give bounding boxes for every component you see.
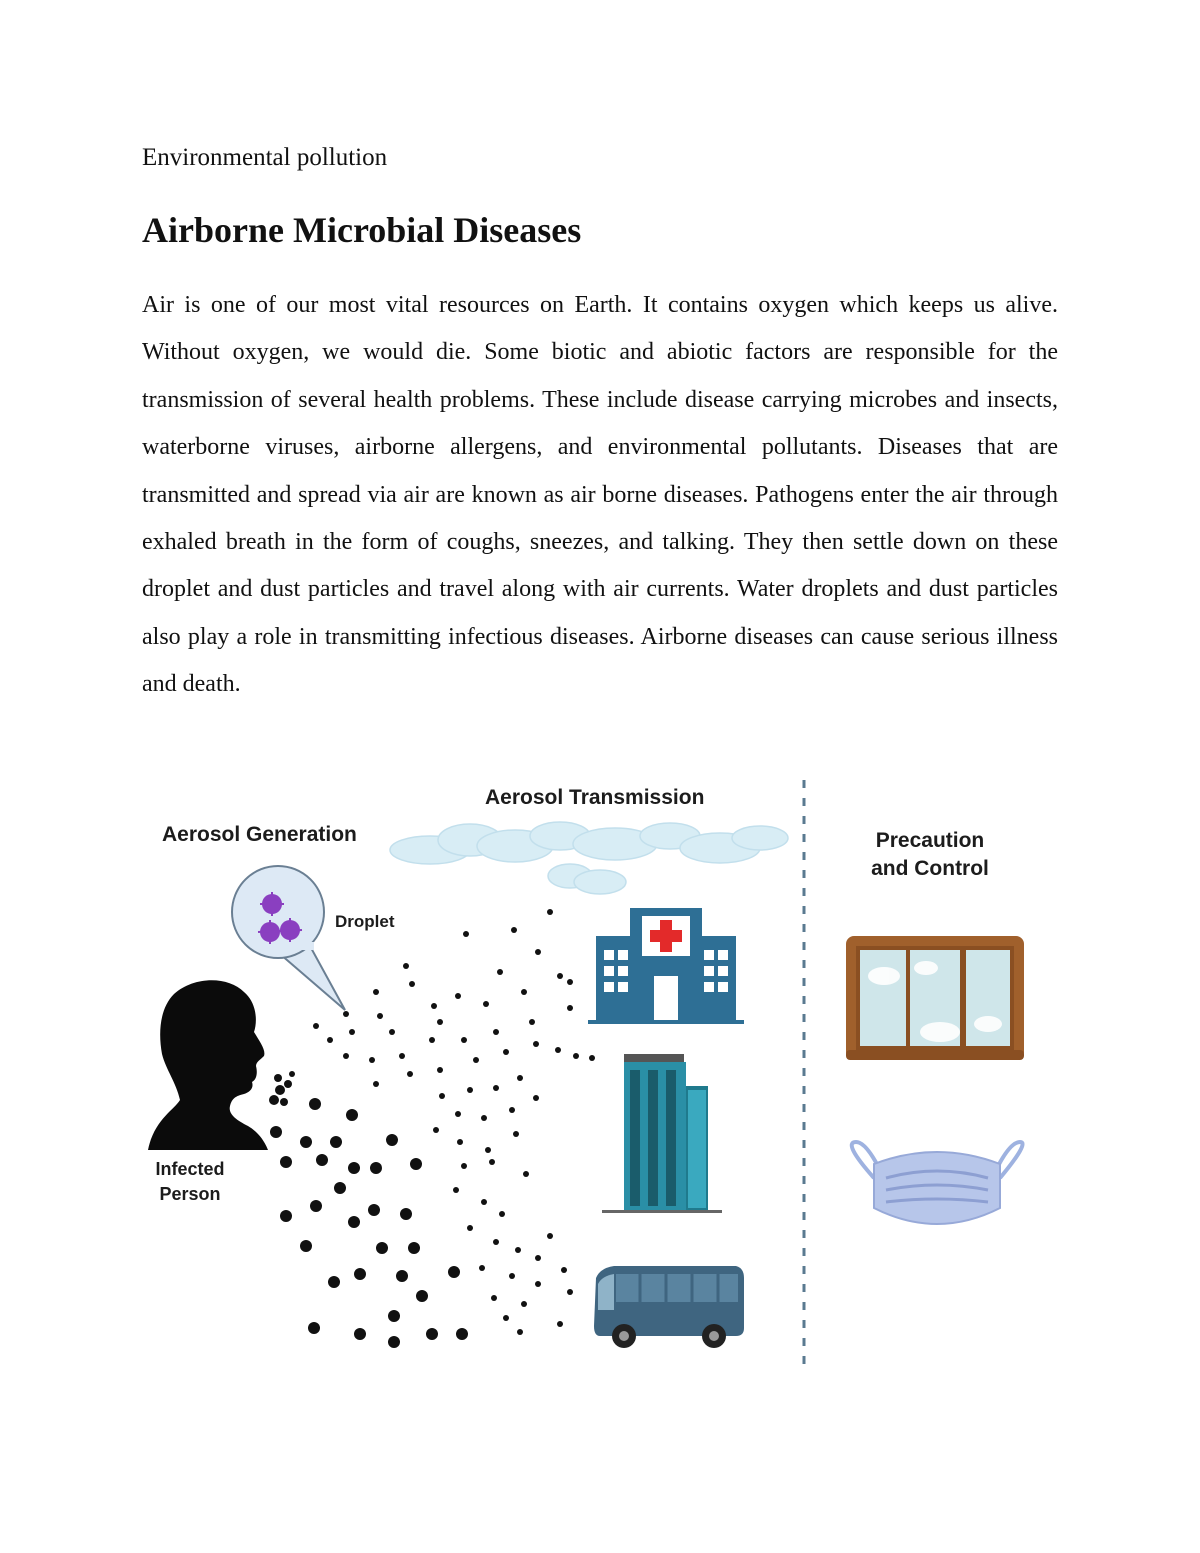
- infected-label-line1: Infected: [155, 1159, 225, 1179]
- skyscraper-icon: [602, 1054, 722, 1213]
- body-paragraph: Air is one of our most vital resources on Earth. It contains oxygen which keeps us alive. Without oxygen, we would die. Some biotic and abiotic factors are responsible for the transmission of several health problems. These include disease carrying microbes and insects, waterborne viruses, airborne allergens, and environmental pollutants. Diseases that are transmitted and spread via air are known as air borne diseases. Pathogens enter the air through exhaled breath in the form of coughs, sneezes, and talking. They then settle down on these droplet and dust particles and travel along with air currents. Water droplets and dust particles also play a role in transmitting infectious diseases. Airborne diseases can cause serious illness and death.: [142, 292, 1058, 698]
- precaution-label-line1: Precaution: [875, 829, 985, 852]
- silhouette-icon: [148, 980, 268, 1150]
- aerosol-generation-label: Aerosol Generation: [162, 823, 357, 846]
- infected-label-line2: Person: [159, 1184, 221, 1204]
- droplet-label: Droplet: [335, 912, 395, 931]
- hospital-icon: [588, 908, 744, 1024]
- bus-icon: [594, 1266, 744, 1348]
- document-title: Airborne Microbial Diseases: [142, 210, 582, 250]
- aerosol-transmission-label: Aerosol Transmission: [485, 786, 705, 809]
- cloud-icon: [390, 822, 788, 894]
- document-subject: Environmental pollution: [142, 144, 388, 171]
- aerosol-transmission-figure: [140, 770, 1060, 1370]
- precaution-label-line2: and Control: [871, 857, 989, 880]
- window-icon: [846, 936, 1024, 1060]
- droplet-bubble: [232, 866, 345, 1010]
- face-mask-icon: [852, 1142, 1023, 1224]
